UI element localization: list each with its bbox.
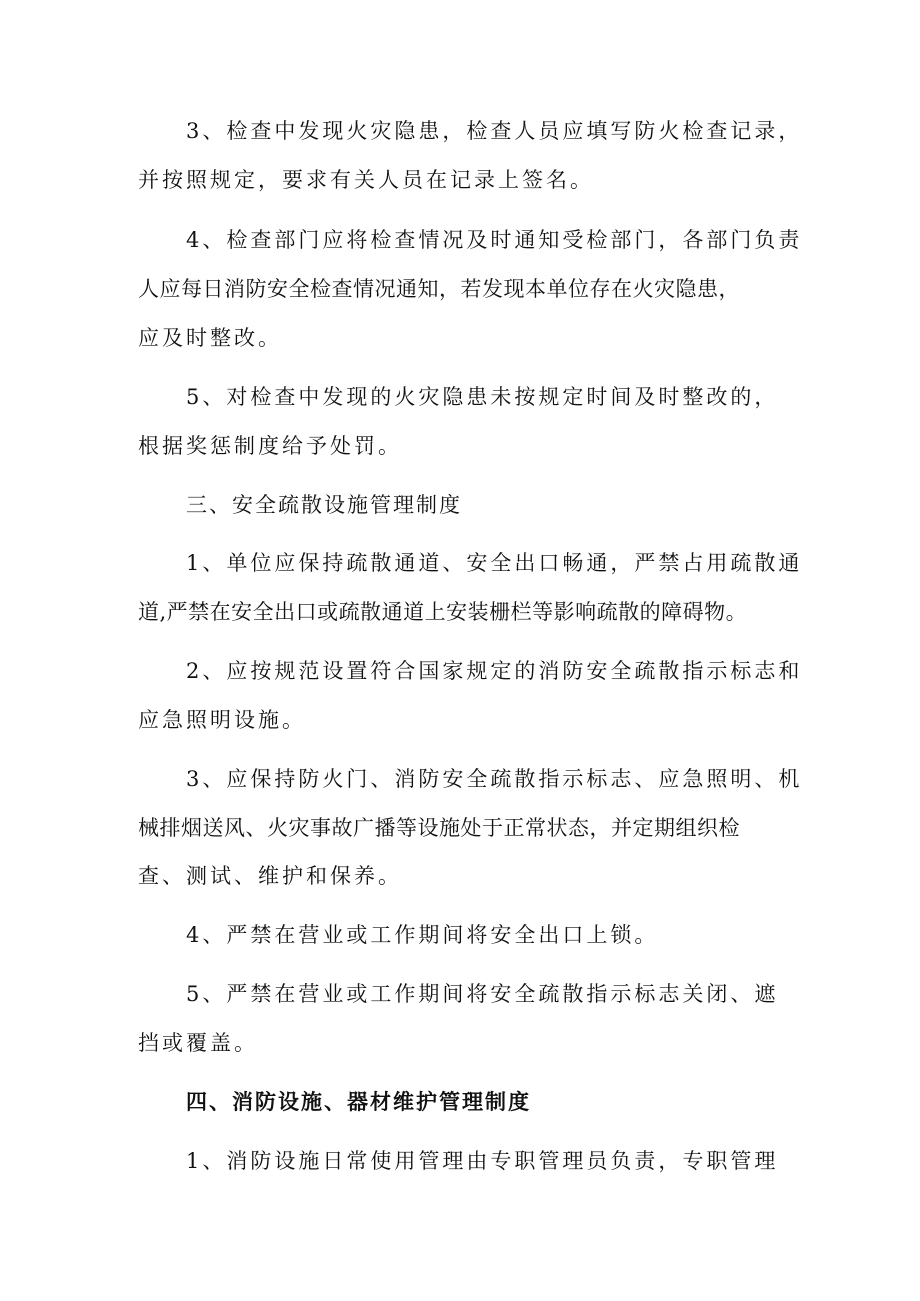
section-3-item-5-line-2: 挡或覆盖。: [138, 1031, 258, 1055]
section-heading-3: 三、安全疏散设施管理制度: [186, 493, 462, 517]
section-3-item-1-line-1: 1、单位应保持疏散通道、安全出口畅通，严禁占用疏散通: [186, 551, 803, 575]
paragraph-4-line-1: 4、检查部门应将检查情况及时通知受检部门，各部门负责: [186, 228, 803, 252]
section-3-item-2-line-2: 应急照明设施。: [138, 708, 306, 732]
paragraph-5-line-1: 5、对检查中发现的火灾隐患未按规定时间及时整改的，: [186, 385, 779, 409]
section-3-item-5-line-1: 5、严禁在营业或工作期间将安全疏散指示标志关闭、遮: [186, 982, 779, 1006]
section-4-item-1-line-1: 1、消防设施日常使用管理由专职管理员负责，专职管理: [186, 1149, 779, 1173]
section-heading-4: 四、消防设施、器材维护管理制度: [186, 1089, 531, 1114]
paragraph-4-line-3: 应及时整改。: [138, 326, 282, 350]
section-3-item-1-line-2: 道,严禁在安全出口或疏散通道上安装栅栏等影响疏散的障碍物。: [138, 600, 748, 624]
section-3-item-2-line-1: 2、应按规范设置符合国家规定的消防安全疏散指示标志和: [186, 659, 803, 683]
paragraph-4-line-2: 人应每日消防安全检查情况通知，若发现本单位存在火灾隐患，: [138, 277, 740, 301]
paragraph-5-line-2: 根据奖惩制度给予处罚。: [138, 434, 402, 458]
paragraph-3-line-2: 并按照规定，要求有关人员在记录上签名。: [138, 168, 594, 192]
section-3-item-3-line-1: 3、应保持防火门、消防安全疏散指示标志、应急照明、机: [186, 767, 803, 791]
paragraph-3-line-1: 3、检查中发现火灾隐患，检查人员应填写防火检查记录，: [186, 119, 803, 143]
section-3-item-3-line-3: 查、测试、维护和保养。: [138, 864, 402, 888]
section-3-item-4: 4、严禁在营业或工作期间将安全出口上锁。: [186, 923, 659, 947]
section-3-item-3-line-2: 械排烟送风、火灾事故广播等设施处于正常状态，并定期组织检: [138, 816, 740, 840]
